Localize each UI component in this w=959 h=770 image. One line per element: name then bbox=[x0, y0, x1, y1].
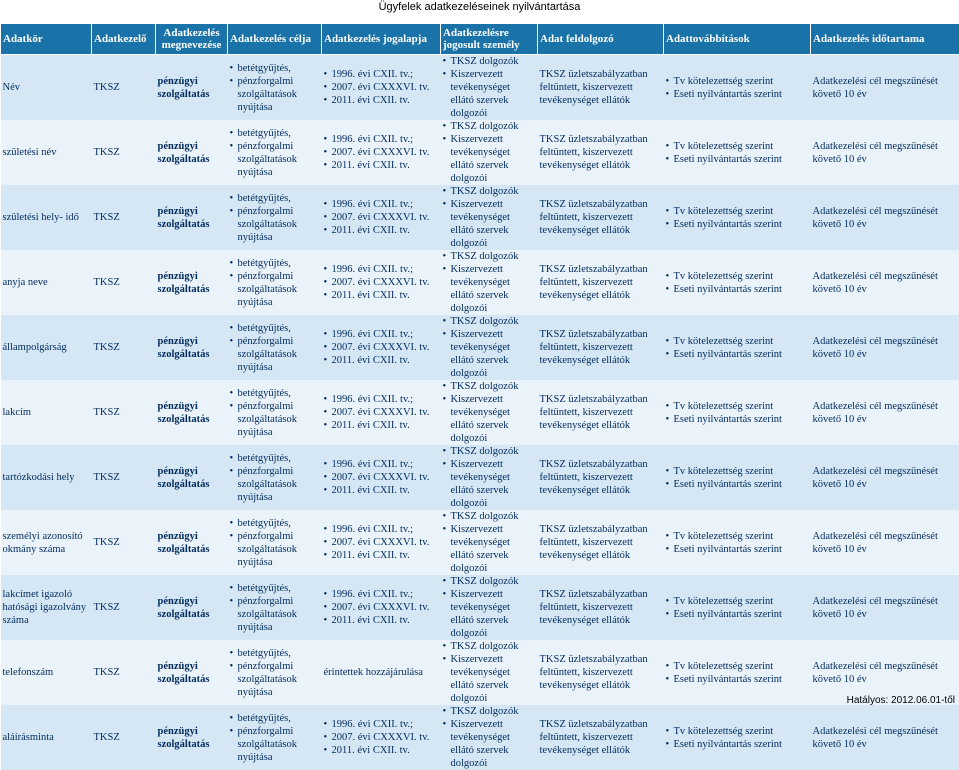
tovabbitas-list-item: • Eseti nyilvántartás szerint bbox=[666, 218, 809, 231]
cel-list-item: • pénzforgalmi szolgáltatások nyújtása bbox=[230, 205, 320, 244]
tovabbitas-list-item: • Eseti nyilvántartás szerint bbox=[666, 153, 809, 166]
cell-adatkor: tartózkodási hely bbox=[1, 445, 92, 510]
table-row bbox=[1, 510, 959, 575]
cell-cel bbox=[228, 510, 322, 575]
cell-feldolgozo: TKSZ üzletszabályzatban feltüntett, kiszervezett tevékenységet ellátók bbox=[538, 55, 664, 121]
cell-cel bbox=[228, 445, 322, 510]
cell-adatkor: születési név bbox=[1, 120, 92, 185]
jogosult-list-item: • TKSZ dolgozók bbox=[443, 315, 536, 328]
cel-list bbox=[230, 322, 320, 374]
jogalap-list-item: • 2011. évi CXII. tv. bbox=[324, 159, 439, 172]
jogosult-list bbox=[443, 120, 536, 185]
jogosult-list-item: • Kiszervezett tevékenységet ellátó szervek dolgozói bbox=[443, 718, 536, 770]
cell-megnevezes: pénzügyi szolgáltatás bbox=[156, 185, 228, 250]
header-jogalap[interactable]: Adatkezelés jogalapja bbox=[322, 24, 441, 55]
data-table bbox=[0, 23, 959, 770]
tovabbitas-list bbox=[666, 400, 809, 426]
jogalap-list-item: • 1996. évi CXII. tv.; bbox=[324, 718, 439, 731]
jogalap-list bbox=[324, 393, 439, 432]
tovabbitas-list bbox=[666, 335, 809, 361]
cell-feldolgozo: TKSZ üzletszabályzatban feltüntett, kiszervezett tevékenységet ellátók bbox=[538, 705, 664, 770]
jogalap-list-item: • 2007. évi CXXXVI. tv. bbox=[324, 276, 439, 289]
cell-adatkor: születési hely- idő bbox=[1, 185, 92, 250]
jogalap-list-item: • 1996. évi CXII. tv.; bbox=[324, 68, 439, 81]
jogalap-list-item: • 2011. évi CXII. tv. bbox=[324, 614, 439, 627]
cell-megnevezes: pénzügyi szolgáltatás bbox=[156, 315, 228, 380]
cell-jogosult bbox=[441, 705, 538, 770]
cel-list-item: • pénzforgalmi szolgáltatások nyújtása bbox=[230, 660, 320, 699]
cel-list bbox=[230, 712, 320, 764]
table-row bbox=[1, 705, 959, 770]
jogalap-list-item: • 1996. évi CXII. tv.; bbox=[324, 328, 439, 341]
tovabbitas-list-item: • Tv kötelezettség szerint bbox=[666, 270, 809, 283]
tovabbitas-list bbox=[666, 465, 809, 491]
jogalap-list-item: • 2011. évi CXII. tv. bbox=[324, 744, 439, 757]
jogosult-list-item: • Kiszervezett tevékenységet ellátó szervek dolgozói bbox=[443, 393, 536, 445]
cell-megnevezes: pénzügyi szolgáltatás bbox=[156, 575, 228, 640]
jogalap-list-item: • 2011. évi CXII. tv. bbox=[324, 289, 439, 302]
cell-jogosult bbox=[441, 445, 538, 510]
tovabbitas-list-item: • Tv kötelezettség szerint bbox=[666, 205, 809, 218]
cell-tovabbitas bbox=[664, 640, 811, 705]
tovabbitas-list-item: • Eseti nyilvántartás szerint bbox=[666, 88, 809, 101]
cell-tovabbitas bbox=[664, 185, 811, 250]
cell-adatkezelo: TKSZ bbox=[92, 640, 156, 705]
cell-tovabbitas bbox=[664, 315, 811, 380]
jogalap-list bbox=[324, 198, 439, 237]
jogosult-list-item: • Kiszervezett tevékenységet ellátó szervek dolgozói bbox=[443, 133, 536, 185]
cell-jogosult bbox=[441, 250, 538, 315]
cell-jogalap bbox=[322, 640, 441, 705]
cell-cel bbox=[228, 185, 322, 250]
jogalap-list-item: • 1996. évi CXII. tv.; bbox=[324, 393, 439, 406]
cell-tovabbitas bbox=[664, 120, 811, 185]
cell-cel bbox=[228, 705, 322, 770]
cell-cel bbox=[228, 250, 322, 315]
jogosult-list-item: • Kiszervezett tevékenységet ellátó szervek dolgozói bbox=[443, 588, 536, 640]
jogalap-list-item: • 2007. évi CXXXVI. tv. bbox=[324, 211, 439, 224]
tovabbitas-list bbox=[666, 75, 809, 101]
cell-idotartam: Adatkezelési cél megszűnését követő 10 év bbox=[811, 640, 959, 705]
tovabbitas-list bbox=[666, 140, 809, 166]
jogosult-list-item: • Kiszervezett tevékenységet ellátó szervek dolgozói bbox=[443, 328, 536, 380]
cell-adatkor: aláírásminta bbox=[1, 705, 92, 770]
cell-cel bbox=[228, 380, 322, 445]
tovabbitas-list-item: • Eseti nyilvántartás szerint bbox=[666, 673, 809, 686]
cell-idotartam: Adatkezelési cél megszűnését követő 10 év bbox=[811, 445, 959, 510]
cell-feldolgozo: TKSZ üzletszabályzatban feltüntett, kiszervezett tevékenységet ellátók bbox=[538, 120, 664, 185]
cell-jogalap bbox=[322, 510, 441, 575]
cel-list-item: • betétgyűjtés, bbox=[230, 647, 320, 660]
table-row bbox=[1, 250, 959, 315]
cell-idotartam: Adatkezelési cél megszűnését követő 10 év bbox=[811, 55, 959, 121]
cell-adatkor: lakcím bbox=[1, 380, 92, 445]
cell-idotartam: Adatkezelési cél megszűnését követő 10 év bbox=[811, 575, 959, 640]
cell-tovabbitas bbox=[664, 55, 811, 121]
jogosult-list-item: • TKSZ dolgozók bbox=[443, 510, 536, 523]
cell-adatkezelo: TKSZ bbox=[92, 185, 156, 250]
header-megnevezes[interactable]: Adatkezelés megnevezése bbox=[156, 24, 228, 55]
jogosult-list-item: • Kiszervezett tevékenységet ellátó szervek dolgozói bbox=[443, 198, 536, 250]
table-row bbox=[1, 315, 959, 380]
tovabbitas-list bbox=[666, 270, 809, 296]
cell-jogosult bbox=[441, 640, 538, 705]
jogosult-list bbox=[443, 705, 536, 770]
cell-feldolgozo: TKSZ üzletszabályzatban feltüntett, kiszervezett tevékenységet ellátók bbox=[538, 185, 664, 250]
cel-list-item: • pénzforgalmi szolgáltatások nyújtása bbox=[230, 595, 320, 634]
cell-tovabbitas bbox=[664, 380, 811, 445]
table-row bbox=[1, 445, 959, 510]
jogalap-list-item: • 2007. évi CXXXVI. tv. bbox=[324, 341, 439, 354]
cell-feldolgozo: TKSZ üzletszabályzatban feltüntett, kiszervezett tevékenységet ellátók bbox=[538, 445, 664, 510]
cell-jogalap bbox=[322, 380, 441, 445]
tovabbitas-list-item: • Tv kötelezettség szerint bbox=[666, 400, 809, 413]
cell-adatkor: telefonszám bbox=[1, 640, 92, 705]
cel-list-item: • betétgyűjtés, bbox=[230, 127, 320, 140]
cell-jogalap bbox=[322, 250, 441, 315]
cell-megnevezes: pénzügyi szolgáltatás bbox=[156, 705, 228, 770]
cell-tovabbitas bbox=[664, 250, 811, 315]
tovabbitas-list-item: • Eseti nyilvántartás szerint bbox=[666, 413, 809, 426]
jogosult-list-item: • TKSZ dolgozók bbox=[443, 705, 536, 718]
tovabbitas-list-item: • Eseti nyilvántartás szerint bbox=[666, 543, 809, 556]
jogalap-list bbox=[324, 328, 439, 367]
cell-jogalap bbox=[322, 575, 441, 640]
jogalap-list-item: • 2011. évi CXII. tv. bbox=[324, 419, 439, 432]
jogosult-list-item: • TKSZ dolgozók bbox=[443, 380, 536, 393]
jogalap-list-item: • 2007. évi CXXXVI. tv. bbox=[324, 146, 439, 159]
cell-adatkezelo: TKSZ bbox=[92, 250, 156, 315]
cell-idotartam: Adatkezelési cél megszűnését követő 10 év bbox=[811, 380, 959, 445]
header-cel[interactable]: Adatkezelés célja bbox=[228, 24, 322, 55]
jogalap-list-item: • 2011. évi CXII. tv. bbox=[324, 484, 439, 497]
jogalap-list bbox=[324, 68, 439, 107]
cell-idotartam: Adatkezelési cél megszűnését követő 10 év bbox=[811, 315, 959, 380]
jogosult-list bbox=[443, 640, 536, 705]
cell-adatkor: Név bbox=[1, 55, 92, 121]
cell-tovabbitas bbox=[664, 705, 811, 770]
jogosult-list bbox=[443, 55, 536, 120]
table-row bbox=[1, 185, 959, 250]
tovabbitas-list-item: • Tv kötelezettség szerint bbox=[666, 335, 809, 348]
cell-tovabbitas bbox=[664, 510, 811, 575]
tovabbitas-list bbox=[666, 530, 809, 556]
header-feldolgozo[interactable]: Adat feldolgozó bbox=[538, 24, 664, 55]
table-row bbox=[1, 120, 959, 185]
jogalap-list-item: • 2007. évi CXXXVI. tv. bbox=[324, 471, 439, 484]
table-row bbox=[1, 55, 959, 121]
jogosult-list-item: • TKSZ dolgozók bbox=[443, 250, 536, 263]
cell-adatkor: állampolgárság bbox=[1, 315, 92, 380]
cell-adatkezelo: TKSZ bbox=[92, 380, 156, 445]
jogosult-list bbox=[443, 315, 536, 380]
cel-list-item: • pénzforgalmi szolgáltatások nyújtása bbox=[230, 400, 320, 439]
cell-megnevezes: pénzügyi szolgáltatás bbox=[156, 250, 228, 315]
cel-list bbox=[230, 582, 320, 634]
tovabbitas-list-item: • Eseti nyilvántartás szerint bbox=[666, 348, 809, 361]
jogalap-list-item: • 1996. évi CXII. tv.; bbox=[324, 133, 439, 146]
jogosult-list-item: • TKSZ dolgozók bbox=[443, 575, 536, 588]
jogosult-list bbox=[443, 575, 536, 640]
header-jogosult[interactable]: Adatkezelésre jogosult személy bbox=[441, 24, 538, 55]
cell-adatkor: lakcímet igazoló hatósági igazolvány száma bbox=[1, 575, 92, 640]
cell-megnevezes: pénzügyi szolgáltatás bbox=[156, 640, 228, 705]
cell-feldolgozo: TKSZ üzletszabályzatban feltüntett, kiszervezett tevékenységet ellátók bbox=[538, 510, 664, 575]
jogosult-list-item: • Kiszervezett tevékenységet ellátó szervek dolgozói bbox=[443, 68, 536, 120]
jogosult-list-item: • TKSZ dolgozók bbox=[443, 55, 536, 68]
cell-adatkezelo: TKSZ bbox=[92, 55, 156, 121]
tovabbitas-list-item: • Eseti nyilvántartás szerint bbox=[666, 478, 809, 491]
jogalap-list bbox=[324, 588, 439, 627]
cell-jogosult bbox=[441, 380, 538, 445]
cel-list-item: • pénzforgalmi szolgáltatások nyújtása bbox=[230, 270, 320, 309]
jogosult-list-item: • TKSZ dolgozók bbox=[443, 445, 536, 458]
jogalap-list-item: • 2011. évi CXII. tv. bbox=[324, 549, 439, 562]
jogalap-list-item: • 2007. évi CXXXVI. tv. bbox=[324, 731, 439, 744]
cel-list bbox=[230, 647, 320, 699]
tovabbitas-list-item: • Tv kötelezettség szerint bbox=[666, 465, 809, 478]
jogosult-list-item: • TKSZ dolgozók bbox=[443, 120, 536, 133]
cel-list-item: • pénzforgalmi szolgáltatások nyújtása bbox=[230, 75, 320, 114]
cell-adatkor: anyja neve bbox=[1, 250, 92, 315]
tovabbitas-list bbox=[666, 725, 809, 751]
cell-adatkezelo: TKSZ bbox=[92, 575, 156, 640]
cel-list bbox=[230, 192, 320, 244]
cell-adatkezelo: TKSZ bbox=[92, 705, 156, 770]
header-idotartam[interactable]: Adatkezelés időtartama bbox=[811, 24, 959, 55]
tovabbitas-list-item: • Tv kötelezettség szerint bbox=[666, 75, 809, 88]
cell-adatkezelo: TKSZ bbox=[92, 445, 156, 510]
tovabbitas-list bbox=[666, 660, 809, 686]
jogalap-list bbox=[324, 263, 439, 302]
cell-megnevezes: pénzügyi szolgáltatás bbox=[156, 510, 228, 575]
cell-idotartam: Adatkezelési cél megszűnését követő 10 év bbox=[811, 250, 959, 315]
cell-tovabbitas bbox=[664, 575, 811, 640]
cel-list-item: • pénzforgalmi szolgáltatások nyújtása bbox=[230, 335, 320, 374]
cell-jogalap bbox=[322, 705, 441, 770]
jogalap-list-item: • 1996. évi CXII. tv.; bbox=[324, 523, 439, 536]
cell-jogosult bbox=[441, 55, 538, 121]
cell-cel bbox=[228, 640, 322, 705]
cel-list-item: • betétgyűjtés, bbox=[230, 257, 320, 270]
cel-list bbox=[230, 452, 320, 504]
tovabbitas-list-item: • Eseti nyilvántartás szerint bbox=[666, 738, 809, 751]
jogalap-list-item: • 1996. évi CXII. tv.; bbox=[324, 458, 439, 471]
header-tovabbitas[interactable]: Adattovábbítások bbox=[664, 24, 811, 55]
table-row bbox=[1, 640, 959, 705]
cell-cel bbox=[228, 55, 322, 121]
cell-adatkor: személyi azonosító okmány száma bbox=[1, 510, 92, 575]
tovabbitas-list bbox=[666, 595, 809, 621]
jogalap-list-item: • 1996. évi CXII. tv.; bbox=[324, 263, 439, 276]
cell-feldolgozo: TKSZ üzletszabályzatban feltüntett, kiszervezett tevékenységet ellátók bbox=[538, 380, 664, 445]
cel-list-item: • pénzforgalmi szolgáltatások nyújtása bbox=[230, 530, 320, 569]
cell-megnevezes: pénzügyi szolgáltatás bbox=[156, 120, 228, 185]
cell-cel bbox=[228, 120, 322, 185]
jogalap-list bbox=[324, 458, 439, 497]
cell-adatkezelo: TKSZ bbox=[92, 510, 156, 575]
jogalap-list-item: • 2011. évi CXII. tv. bbox=[324, 94, 439, 107]
jogosult-list-item: • TKSZ dolgozók bbox=[443, 185, 536, 198]
jogalap-list-item: • 2007. évi CXXXVI. tv. bbox=[324, 81, 439, 94]
cel-list-item: • betétgyűjtés, bbox=[230, 582, 320, 595]
jogalap-text: érintettek hozzájárulása bbox=[324, 667, 423, 678]
jogosult-list bbox=[443, 250, 536, 315]
jogalap-list bbox=[324, 133, 439, 172]
tovabbitas-list-item: • Tv kötelezettség szerint bbox=[666, 660, 809, 673]
cell-jogosult bbox=[441, 185, 538, 250]
jogalap-list-item: • 2007. évi CXXXVI. tv. bbox=[324, 536, 439, 549]
jogalap-list bbox=[324, 718, 439, 757]
jogalap-list-item: • 1996. évi CXII. tv.; bbox=[324, 588, 439, 601]
cel-list bbox=[230, 517, 320, 569]
tovabbitas-list-item: • Tv kötelezettség szerint bbox=[666, 140, 809, 153]
cell-jogosult bbox=[441, 575, 538, 640]
cell-jogalap bbox=[322, 315, 441, 380]
jogalap-list-item: • 2007. évi CXXXVI. tv. bbox=[324, 406, 439, 419]
jogosult-list bbox=[443, 185, 536, 250]
jogosult-list bbox=[443, 380, 536, 445]
cell-jogosult bbox=[441, 315, 538, 380]
cell-jogosult bbox=[441, 510, 538, 575]
cell-jogalap bbox=[322, 185, 441, 250]
cell-idotartam: Adatkezelési cél megszűnését követő 10 év bbox=[811, 185, 959, 250]
jogosult-list bbox=[443, 510, 536, 575]
jogosult-list bbox=[443, 445, 536, 510]
cel-list bbox=[230, 62, 320, 114]
cell-feldolgozo: TKSZ üzletszabályzatban feltüntett, kiszervezett tevékenységet ellátók bbox=[538, 315, 664, 380]
jogosult-list-item: • Kiszervezett tevékenységet ellátó szervek dolgozói bbox=[443, 653, 536, 705]
cel-list-item: • betétgyűjtés, bbox=[230, 452, 320, 465]
table-row bbox=[1, 575, 959, 640]
cell-idotartam: Adatkezelési cél megszűnését követő 10 év bbox=[811, 120, 959, 185]
cel-list-item: • betétgyűjtés, bbox=[230, 517, 320, 530]
table-row bbox=[1, 380, 959, 445]
cell-feldolgozo: TKSZ üzletszabályzatban feltüntett, kiszervezett tevékenységet ellátók bbox=[538, 250, 664, 315]
jogosult-list-item: • Kiszervezett tevékenységet ellátó szervek dolgozói bbox=[443, 458, 536, 510]
jogalap-list-item: • 2011. évi CXII. tv. bbox=[324, 224, 439, 237]
cell-tovabbitas bbox=[664, 445, 811, 510]
header-adatkezelo[interactable]: Adatkezelő bbox=[92, 24, 156, 55]
jogalap-list-item: • 2011. évi CXII. tv. bbox=[324, 354, 439, 367]
cell-adatkezelo: TKSZ bbox=[92, 120, 156, 185]
cell-megnevezes: pénzügyi szolgáltatás bbox=[156, 380, 228, 445]
tovabbitas-list-item: • Tv kötelezettség szerint bbox=[666, 530, 809, 543]
jogalap-list bbox=[324, 523, 439, 562]
cel-list-item: • pénzforgalmi szolgáltatások nyújtása bbox=[230, 725, 320, 764]
validity-footer: Hatályos: 2012.06.01-től bbox=[847, 695, 955, 706]
tovabbitas-list-item: • Eseti nyilvántartás szerint bbox=[666, 283, 809, 296]
jogosult-list-item: • TKSZ dolgozók bbox=[443, 640, 536, 653]
header-adatkor[interactable]: Adatkör bbox=[1, 24, 92, 55]
page-title: Ügyfelek adatkezeléseinek nyilvántartása bbox=[0, 0, 959, 14]
cell-idotartam: Adatkezelési cél megszűnését követő 10 év bbox=[811, 510, 959, 575]
cell-jogalap bbox=[322, 55, 441, 121]
tovabbitas-list-item: • Eseti nyilvántartás szerint bbox=[666, 608, 809, 621]
jogalap-list-item: • 2007. évi CXXXVI. tv. bbox=[324, 601, 439, 614]
jogosult-list-item: • Kiszervezett tevékenységet ellátó szervek dolgozói bbox=[443, 263, 536, 315]
tovabbitas-list-item: • Tv kötelezettség szerint bbox=[666, 595, 809, 608]
cel-list-item: • pénzforgalmi szolgáltatások nyújtása bbox=[230, 140, 320, 179]
cell-megnevezes: pénzügyi szolgáltatás bbox=[156, 55, 228, 121]
cel-list-item: • betétgyűjtés, bbox=[230, 62, 320, 75]
cell-feldolgozo: TKSZ üzletszabályzatban feltüntett, kiszervezett tevékenységet ellátók bbox=[538, 640, 664, 705]
cel-list bbox=[230, 127, 320, 179]
cell-feldolgozo: TKSZ üzletszabályzatban feltüntett, kiszervezett tevékenységet ellátók bbox=[538, 575, 664, 640]
cell-jogalap bbox=[322, 120, 441, 185]
cell-idotartam: Adatkezelési cél megszűnését követő 10 év bbox=[811, 705, 959, 770]
cell-megnevezes: pénzügyi szolgáltatás bbox=[156, 445, 228, 510]
cel-list-item: • betétgyűjtés, bbox=[230, 322, 320, 335]
tovabbitas-list-item: • Tv kötelezettség szerint bbox=[666, 725, 809, 738]
cel-list-item: • betétgyűjtés, bbox=[230, 712, 320, 725]
cell-cel bbox=[228, 575, 322, 640]
cel-list bbox=[230, 387, 320, 439]
cel-list-item: • betétgyűjtés, bbox=[230, 387, 320, 400]
cel-list bbox=[230, 257, 320, 309]
cell-jogosult bbox=[441, 120, 538, 185]
jogalap-list-item: • 1996. évi CXII. tv.; bbox=[324, 198, 439, 211]
jogosult-list-item: • Kiszervezett tevékenységet ellátó szervek dolgozói bbox=[443, 523, 536, 575]
cel-list-item: • pénzforgalmi szolgáltatások nyújtása bbox=[230, 465, 320, 504]
cell-jogalap bbox=[322, 445, 441, 510]
cel-list-item: • betétgyűjtés, bbox=[230, 192, 320, 205]
table-header-row bbox=[1, 24, 959, 55]
tovabbitas-list bbox=[666, 205, 809, 231]
cell-adatkezelo: TKSZ bbox=[92, 315, 156, 380]
cell-cel bbox=[228, 315, 322, 380]
